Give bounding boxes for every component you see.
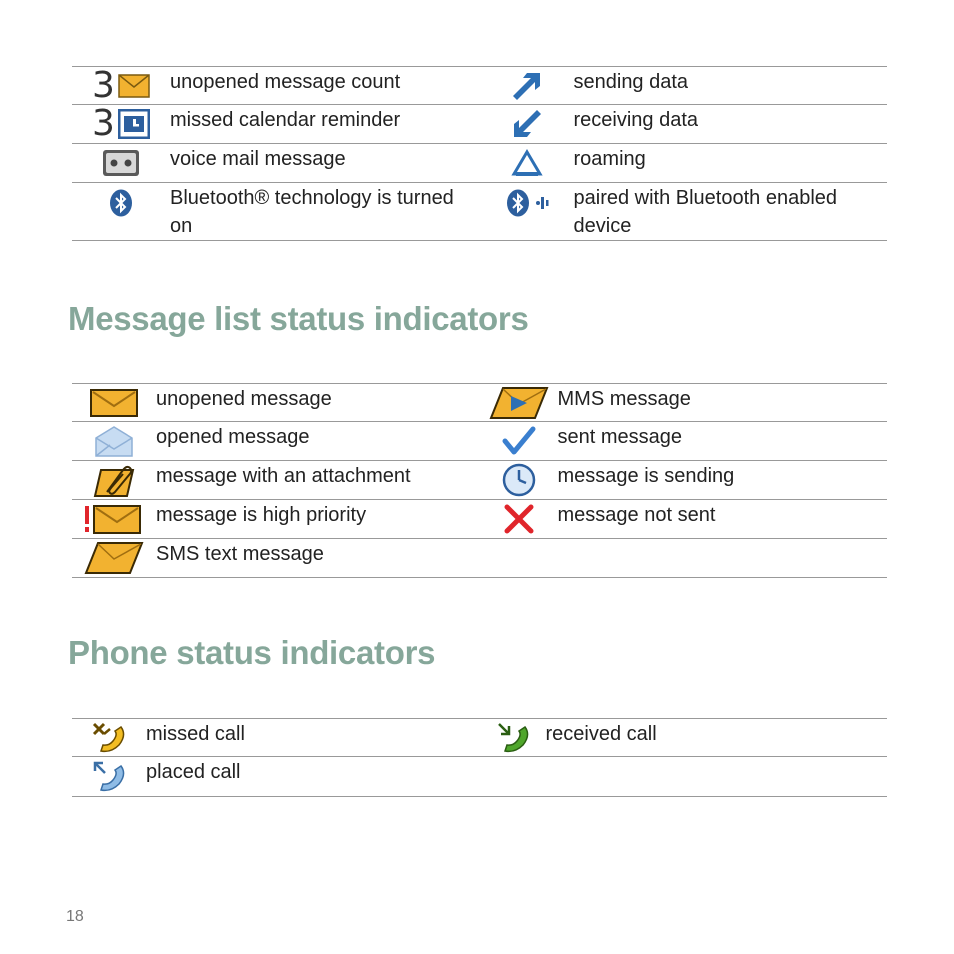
table-row [72, 422, 887, 461]
phone-status-table [72, 718, 887, 797]
message-status-table [72, 383, 887, 578]
indicator-cell [72, 384, 480, 421]
high-priority-envelope-icon [72, 500, 156, 538]
mms-envelope-icon [480, 384, 558, 421]
indicator-label: MMS message [557, 388, 691, 410]
table-row [72, 539, 887, 578]
indicator-cell [72, 719, 480, 756]
indicator-cell [72, 144, 480, 182]
table-row [72, 461, 887, 500]
table-row [72, 64, 887, 106]
indicator-label: message not sent [557, 504, 716, 526]
page-number: 18 [66, 908, 84, 925]
indicator-cell [72, 183, 480, 240]
indicator-cell [480, 384, 888, 421]
indicator-label: paired with Bluetooth enabled device [573, 187, 838, 237]
placed-call-icon [72, 757, 146, 796]
indicator-label: message with an attachment [156, 465, 411, 487]
roaming-triangle-icon [480, 144, 574, 182]
indicator-label: placed call [146, 761, 241, 783]
indicator-label: sending data [573, 71, 689, 93]
empty-cell [480, 539, 888, 577]
indicator-label: voice mail message [170, 148, 346, 170]
voicemail-icon [72, 144, 170, 182]
indicator-label: missed call [146, 723, 245, 745]
indicator-label: unopened message [156, 388, 332, 410]
indicator-cell [72, 422, 480, 460]
indicator-cell [480, 183, 888, 240]
indicator-label: opened message [156, 426, 310, 448]
arrow-up-right-icon [480, 67, 574, 104]
table-row [72, 719, 887, 757]
clock-icon [480, 461, 558, 499]
indicator-cell [480, 719, 888, 756]
sms-envelope-icon [72, 539, 156, 577]
arrow-down-left-icon [480, 105, 574, 143]
indicator-cell [72, 461, 480, 499]
table-row [72, 757, 887, 797]
indicator-label: message is high priority [156, 504, 367, 526]
unopened-envelope-icon [72, 384, 156, 421]
received-call-icon [480, 719, 546, 756]
envelope-count-icon [72, 64, 170, 106]
indicator-cell [480, 144, 888, 182]
indicator-cell [480, 500, 888, 538]
opened-envelope-icon [72, 422, 156, 460]
count-number: 3 [92, 103, 115, 144]
indicator-label: Bluetooth® technology is turned on [170, 187, 454, 237]
table-row [72, 183, 887, 241]
indicator-label: message is sending [557, 465, 735, 487]
indicator-cell [480, 105, 888, 143]
indicator-cell [480, 422, 888, 460]
indicator-label: missed calendar reminder [170, 109, 401, 131]
indicator-cell [480, 461, 888, 499]
indicator-label: receiving data [573, 109, 699, 131]
indicator-label: SMS text message [156, 543, 324, 565]
indicator-cell [480, 67, 888, 104]
indicator-label: roaming [573, 148, 646, 170]
table-row [72, 384, 887, 422]
indicator-label: unopened message count [170, 71, 401, 93]
top-status-table [72, 66, 887, 241]
red-x-icon [480, 500, 558, 538]
indicator-cell [72, 105, 480, 143]
indicator-cell [72, 64, 480, 106]
empty-cell [480, 757, 888, 796]
table-row [72, 105, 887, 144]
table-row [72, 500, 887, 539]
indicator-label: received call [545, 723, 657, 745]
bluetooth-paired-icon [480, 183, 574, 223]
checkmark-icon [480, 422, 558, 460]
bluetooth-icon [72, 183, 170, 223]
table-row [72, 144, 887, 183]
indicator-cell [72, 500, 480, 538]
count-number: 3 [92, 64, 115, 106]
calendar-count-icon [72, 105, 170, 143]
indicator-cell [72, 539, 480, 577]
phone-section-title: Phone status indicators [68, 634, 436, 671]
attachment-envelope-icon [72, 461, 156, 499]
indicator-cell [72, 757, 480, 796]
missed-call-icon [72, 719, 146, 756]
message-section-title: Message list status indicators [68, 300, 529, 337]
indicator-label: sent message [557, 426, 683, 448]
